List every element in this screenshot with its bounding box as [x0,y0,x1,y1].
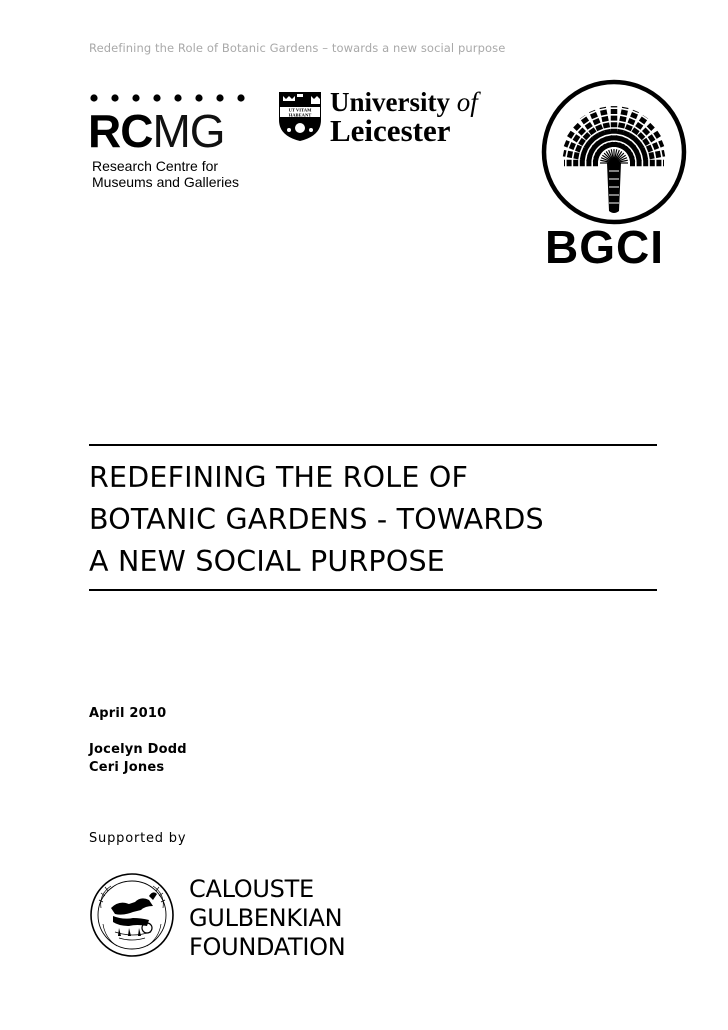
chariot-seal-icon [89,872,175,958]
title-line2: BOTANIC GARDENS - TOWARDS [89,503,544,536]
rcmg-wordmark [88,105,225,157]
supported-by-label: Supported by [89,831,187,846]
author-name: Jocelyn Dodd [89,742,187,757]
title-line1: REDEFINING THE ROLE OF [89,461,469,494]
rcmg-subtitle [92,158,292,190]
gulbenkian-line2: GULBENKIAN [189,904,343,932]
document-title [89,457,669,583]
rcmg-wordmark-bold: RC [88,105,153,157]
running-header: Redefining the Role of Botanic Gardens – towards a new social purpose [89,41,506,55]
rcmg-dots-icon [90,92,250,104]
title-rule-bottom [89,589,657,591]
publication-date: April 2010 [89,706,167,721]
university-name-line2: Leicester [330,113,451,148]
travellers-palm-emblem-icon [541,79,687,225]
gulbenkian-wordmark [189,875,345,962]
gulbenkian-line1: CALOUSTE [189,875,314,903]
rcmg-wordmark-light: MG [152,105,225,157]
author-name: Ceri Jones [89,760,165,775]
university-crest-icon [277,90,323,142]
bgci-wordmark: BGCI [545,221,664,273]
university-of: of [456,87,478,117]
university-word: University [330,87,450,117]
rcmg-subtitle-line2: Museums and Galleries [92,174,240,190]
gulbenkian-line3: FOUNDATION [189,933,346,961]
rcmg-subtitle-line1: Research Centre for [92,158,219,174]
title-line3: A NEW SOCIAL PURPOSE [89,545,445,578]
svg-text:HABEANT: HABEANT [288,112,312,118]
svg-text:UT VITAM: UT VITAM [288,107,312,113]
title-rule-top [89,444,657,446]
